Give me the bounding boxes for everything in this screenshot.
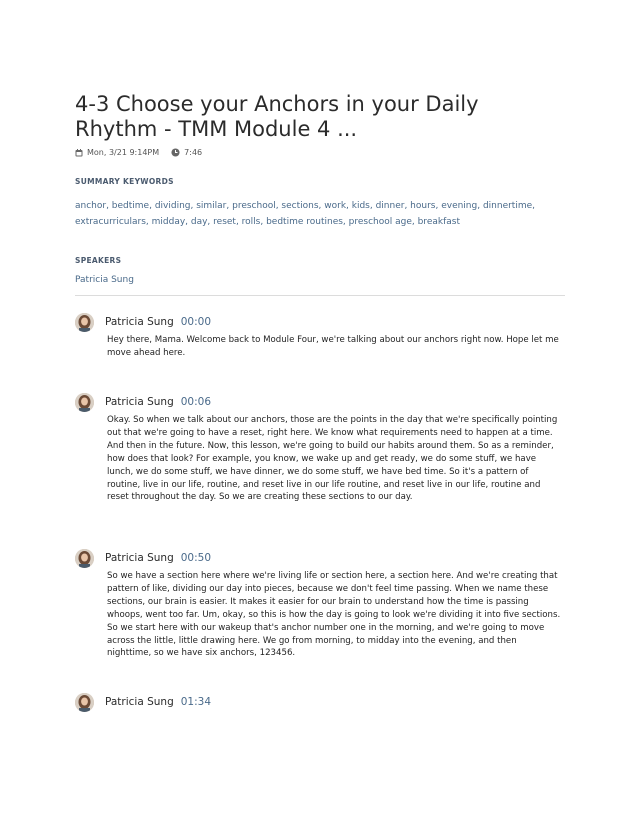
date-item bbox=[75, 148, 159, 157]
transcript-entry bbox=[75, 312, 565, 360]
avatar bbox=[75, 549, 94, 568]
speaker-name: Patricia Sung bbox=[105, 316, 174, 328]
transcript-entry bbox=[75, 692, 565, 714]
timestamp[interactable]: 00:06 bbox=[180, 396, 212, 408]
summary-keywords: anchor, bedtime, dividing, similar, preschool, sections, work, kids, dinner, hours, evening, dinnertime, extracurriculars, midday, day, reset, rolls, bedtime routines, preschool age, breakfast bbox=[75, 201, 535, 227]
timestamp[interactable]: 00:00 bbox=[180, 316, 212, 328]
recording-duration: 7:46 bbox=[184, 148, 203, 157]
clock-icon bbox=[171, 148, 180, 157]
calendar-icon bbox=[75, 149, 83, 157]
page-title: 4-3 Choose your Anchors in your Daily Rhythm - TMM Module 4 ... bbox=[75, 92, 479, 141]
avatar bbox=[75, 313, 94, 332]
divider bbox=[75, 295, 565, 296]
transcript-entry bbox=[75, 548, 565, 660]
speaker-name: Patricia Sung bbox=[105, 396, 174, 408]
transcript-text: Okay. So when we talk about our anchors, those are the points in the day that we're specifically pointing out that we're going to have a reset, right here. We know what requirements need to happen at a time. And then in the future. Now, this lesson, we're going to build our habits around them. So as a reminder, how does that look? For example, you know, we wake up and get ready, we do some stuff, we have lunch, we do some stuff, we have dinner, we do some stuff, we have bed time. So it's a pattern of routine, live in our life, routine, and reset live in our life routine, and reset live in our life, routine and reset throughout the day. So we are creating these sections to our day. bbox=[107, 415, 558, 503]
speakers-label: SPEAKERS bbox=[75, 256, 122, 265]
transcript-text: So we have a section here where we're living life or section here, a section here. And we're creating that pattern of like, dividing our day into pieces, because we don't feel time passing. When we name these sections, our brain is easier. It makes it easier for our brain to understand how the time is passing whoops, went too far. Um, okay, so this is how the day is going to look we're dividing it into five sections. So we start here with our wakeup that's anchor number one in the morning, and we're going to move across the little, little drawing here. We go from morning, to midday into the evening, and then nighttime, so we have six anchors, 123456. bbox=[107, 571, 561, 659]
transcript-entry bbox=[75, 392, 565, 504]
recording-date: Mon, 3/21 9:14PM bbox=[87, 148, 160, 157]
duration-item bbox=[171, 148, 202, 157]
meta-row bbox=[75, 148, 565, 157]
summary-keywords-label: SUMMARY KEYWORDS bbox=[75, 177, 174, 186]
timestamp[interactable]: 00:50 bbox=[180, 552, 212, 564]
avatar bbox=[75, 693, 94, 712]
speaker-name: Patricia Sung bbox=[105, 552, 174, 564]
timestamp[interactable]: 01:34 bbox=[180, 696, 212, 708]
avatar bbox=[75, 393, 94, 412]
speaker-name: Patricia Sung bbox=[105, 696, 174, 708]
transcript-text: Hey there, Mama. Welcome back to Module Four, we're talking about our anchors right now. Hope let me move ahead here. bbox=[107, 335, 559, 358]
document-header bbox=[75, 92, 565, 304]
speakers-list: Patricia Sung bbox=[75, 275, 134, 285]
